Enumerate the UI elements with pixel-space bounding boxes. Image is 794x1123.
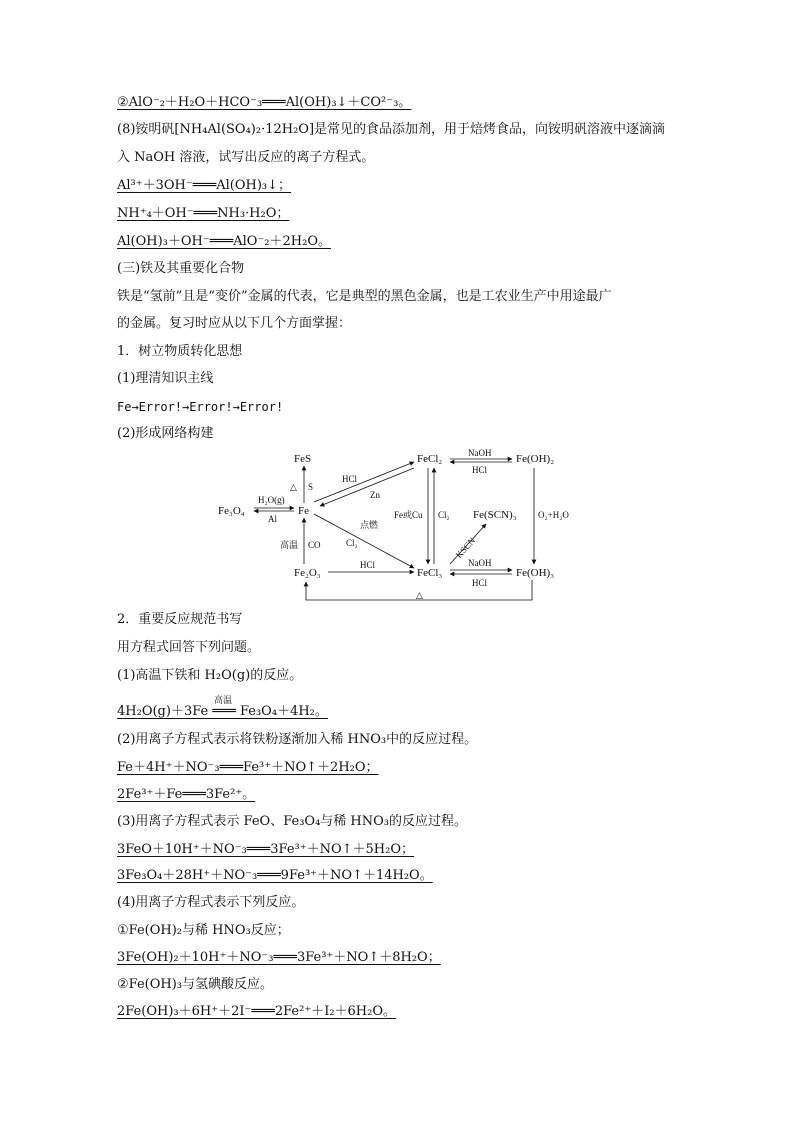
node-FeS: FeS xyxy=(294,453,312,465)
text-line-15: 用方程式回答下列问题。 xyxy=(117,640,261,655)
text-line-24: (4)用离子方程式表示下列反应。 xyxy=(117,895,305,910)
label-o2-h2o: O₂+H₂O xyxy=(538,510,569,520)
node-Fe: Fe xyxy=(298,505,309,517)
node-FeCl2: FeCl₂ xyxy=(417,453,443,465)
text-line-13: (2)形成网络构建 xyxy=(117,426,214,441)
text-line-5: NH⁺₄＋OH⁻═══NH₃·H₂O； xyxy=(117,206,290,221)
node-Fe2O3: Fe₂O₃ xyxy=(294,567,321,579)
text-line-23: 3Fe₃O₄＋28H⁺＋NO⁻₃═══9Fe³⁺＋NO↑＋14H₂O。 xyxy=(117,868,433,883)
text-line-16: (1)高温下铁和 H₂O(g)的反应。 xyxy=(117,668,303,683)
subheading-1: 1．树立物质转化思想 xyxy=(117,344,243,359)
text-line-20: 2Fe³⁺＋Fe═══3Fe²⁺。 xyxy=(117,787,256,802)
text-line-18: (2)用离子方程式表示将铁粉逐渐加入稀 HNO₃中的反应过程。 xyxy=(117,732,478,747)
label-s: S xyxy=(308,482,314,492)
label-gaowen: 高温 xyxy=(280,540,299,550)
condition-gaowen: 高温 xyxy=(214,696,233,706)
label-fe-or-cu: Fe或Cu xyxy=(394,510,423,520)
text-line-11: (1)理清知识主线 xyxy=(117,371,214,386)
text-line-17: 4H₂O(g)＋3Fe ═══ Fe₃O₄＋4H₂。 xyxy=(117,704,328,719)
text-line-2: (8)铵明矾[NH₄Al(SO₄)₂·12H₂O]是常见的食品添加剂，用于焙烤食品，向铵明矾溶液中逐滴滴 xyxy=(117,122,666,137)
label-cl2-mid: Cl₂ xyxy=(438,510,450,520)
node-Fe3O4: Fe₃O₄ xyxy=(218,505,245,517)
label-h2o-g: H₂O(g) xyxy=(258,495,285,505)
text-line-28: 2Fe(OH)₃＋6H⁺＋2I⁻═══2Fe²⁺＋I₂＋6H₂O。 xyxy=(117,1004,397,1019)
label-kscn: KSCN xyxy=(453,535,478,560)
subheading-2: 2．重要反应规范书写 xyxy=(117,612,243,627)
iron-network-diagram xyxy=(210,448,590,608)
label-hcl-bottom2: HCl xyxy=(472,578,488,588)
text-line-error: Fe→Error!→Error!→Error! xyxy=(117,400,284,414)
node-FeCl3: FeCl₃ xyxy=(417,567,443,579)
text-line-1: ②AlO⁻₂＋H₂O＋HCO⁻₃═══Al(OH)₃↓＋CO²⁻₃。 xyxy=(117,95,412,110)
label-dianran: 点燃 xyxy=(360,520,379,530)
label-cl2-diag: Cl₂ xyxy=(346,538,358,548)
text-line-8: 铁是“氢前”且是“变价”金属的代表，它是典型的黑色金属，也是工农业生产中用途最广 xyxy=(117,289,612,304)
label-naoh-bottom: NaOH xyxy=(468,558,492,568)
label-delta-bottom: △ xyxy=(416,590,423,600)
node-FeSCN3: Fe(SCN)₃ xyxy=(473,509,517,521)
label-hcl-top: HCl xyxy=(472,465,488,475)
label-naoh-top: NaOH xyxy=(468,448,492,458)
text-line-19: Fe＋4H⁺＋NO⁻₃═══Fe³⁺＋NO↑＋2H₂O； xyxy=(117,760,379,775)
label-co: CO xyxy=(308,540,321,550)
label-al: Al xyxy=(268,514,277,524)
text-line-22: 3FeO＋10H⁺＋NO⁻₃═══3Fe³⁺＋NO↑＋5H₂O； xyxy=(117,842,415,857)
text-line-26: 3Fe(OH)₂＋10H⁺＋NO⁻₃═══3Fe³⁺＋NO↑＋8H₂O； xyxy=(117,950,441,965)
text-line-3: 入 NaOH 溶液，试写出反应的离子方程式。 xyxy=(117,150,375,165)
text-line-21: (3)用离子方程式表示 FeO、Fe₃O₄与稀 HNO₃的反应过程。 xyxy=(117,814,468,829)
text-line-9: 的金属。复习时应从以下几个方面掌握： xyxy=(117,316,352,331)
text-line-4: Al³⁺＋3OH⁻═══Al(OH)₃↓； xyxy=(117,178,292,193)
section-heading-iron: (三)铁及其重要化合物 xyxy=(117,261,245,276)
label-delta-left: △ xyxy=(290,482,297,492)
node-FeOH3: Fe(OH)₃ xyxy=(516,567,555,579)
text-line-6: Al(OH)₃＋OH⁻═══AlO⁻₂＋2H₂O。 xyxy=(117,234,331,249)
label-hcl-fe-fecl2: HCl xyxy=(342,474,358,484)
text-line-27: ②Fe(OH)₃与氢碘酸反应。 xyxy=(117,977,274,992)
node-FeOH2: Fe(OH)₂ xyxy=(516,453,555,465)
label-zn: Zn xyxy=(370,490,380,500)
label-hcl-bottom: HCl xyxy=(360,560,376,570)
text-line-25: ①Fe(OH)₂与稀 HNO₃反应； xyxy=(117,923,290,938)
